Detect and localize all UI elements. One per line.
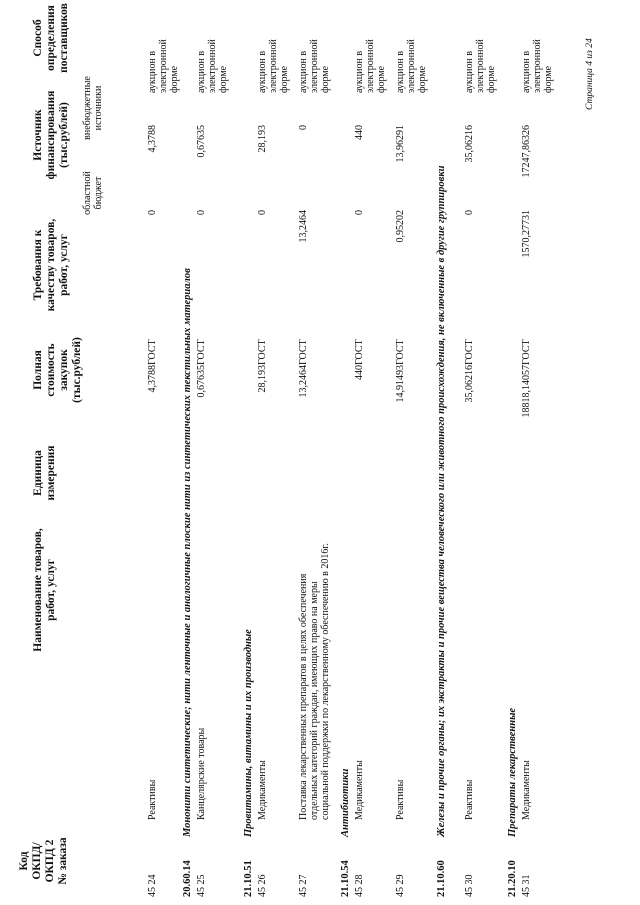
row-method: аукцион в электронной форме: [298, 39, 332, 93]
row-name: Реактивы: [395, 779, 406, 820]
row-quality: ГОСТ: [464, 339, 475, 365]
row-offbudget: 35,06216: [464, 125, 475, 163]
section-code: 21.10.51: [243, 860, 254, 897]
header-method: Способ определения поставщиков: [32, 3, 70, 73]
row-offbudget: 0,67635: [196, 125, 207, 158]
row-quality: ГОСТ: [196, 339, 207, 365]
row-quality: ГОСТ: [521, 339, 532, 365]
row-number: 45 24: [147, 874, 158, 897]
row-cost: 0,67635: [196, 365, 207, 398]
row-name: Медикаменты: [354, 760, 365, 820]
header-name: Наименование товаров, работ, услуг: [32, 528, 57, 652]
section-title: Мононити синтетические; нити ленточные и аналогичные плоские нити из синтетических текстильных материалов: [182, 268, 193, 837]
row-cost: 13,2464: [298, 365, 309, 398]
row-name: Канцелярские товары: [196, 727, 207, 820]
row-name: Поставка лекарственных препаратов в целях обеспечения отдельных категорий граждан, имеющих право на меры социальной поддержки по лекарственному обеспечению в 2016г.: [298, 543, 332, 820]
row-cost: 4,3788: [147, 365, 158, 393]
row-name: Медикаменты: [521, 760, 532, 820]
row-quality: ГОСТ: [147, 339, 158, 365]
row-quality: ГОСТ: [354, 339, 365, 365]
row-regional: 0: [464, 210, 475, 215]
section-code: 20.60.14: [182, 860, 193, 897]
row-name: Реактивы: [147, 779, 158, 820]
header-funding-offbudget: внебюджетные источники: [82, 76, 105, 140]
row-method: аукцион в электронной форме: [354, 39, 388, 93]
row-regional: 0: [257, 210, 268, 215]
row-method: аукцион в электронной форме: [147, 39, 181, 93]
row-number: 45 29: [395, 874, 406, 897]
row-method: аукцион в электронной форме: [257, 39, 291, 93]
row-quality: ГОСТ: [395, 339, 406, 365]
row-cost: 14,91493: [395, 365, 406, 403]
row-quality: ГОСТ: [298, 339, 309, 365]
section-title: Провитамины, витамины и их производные: [243, 629, 254, 837]
row-method: аукцион в электронной форме: [196, 39, 230, 93]
section-code: 21.10.54: [340, 860, 351, 897]
row-regional: 0: [196, 210, 207, 215]
row-number: 45 25: [196, 874, 207, 897]
row-regional: 0: [147, 210, 158, 215]
row-offbudget: 28,193: [257, 125, 268, 153]
header-cost: Полная стоимость закупок (тыс.рублей): [32, 337, 83, 403]
row-regional: 0,95202: [395, 210, 406, 243]
row-name: Реактивы: [464, 779, 475, 820]
section-title: Препараты лекарственные: [507, 707, 518, 837]
header-funding: Источник финансирования (тыс.рублей): [32, 90, 70, 180]
row-cost: 18818,14057: [521, 365, 532, 418]
section-code: 21.20.10: [507, 860, 518, 897]
header-funding-regional: областной бюджет: [82, 171, 105, 215]
header-quality: Требования к качеству товаров, работ, услуг: [32, 218, 70, 312]
section-title: Антибиотики: [340, 768, 351, 837]
row-offbudget: 440: [354, 125, 365, 140]
row-regional: 1570,27731: [521, 210, 532, 258]
row-offbudget: 17247,86326: [521, 125, 532, 178]
row-method: аукцион в электронной форме: [395, 39, 429, 93]
row-offbudget: 13,96291: [395, 125, 406, 163]
row-cost: 440: [354, 365, 365, 380]
section-title: Железы и прочие органы; их экстракты и прочие вещества человеческого или животного происхождения, не включенные в другие группировки: [436, 165, 447, 837]
row-regional: 13,2464: [298, 210, 309, 243]
header-code: Код ОКПД/ ОКПД 2 № заказа: [18, 837, 69, 885]
section-code: 21.10.60: [436, 860, 447, 897]
row-method: аукцион в электронной форме: [464, 39, 498, 93]
row-number: 45 31: [521, 874, 532, 897]
row-offbudget: 4,3788: [147, 125, 158, 153]
row-regional: 0: [354, 210, 365, 215]
row-number: 45 26: [257, 874, 268, 897]
row-cost: 35,06216: [464, 365, 475, 403]
row-name: Медикаменты: [257, 760, 268, 820]
row-method: аукцион в электронной форме: [521, 39, 555, 93]
row-quality: ГОСТ: [257, 339, 268, 365]
row-cost: 28,193: [257, 365, 268, 393]
header-unit: Единица измерения: [32, 445, 57, 501]
row-number: 45 27: [298, 874, 309, 897]
row-offbudget: 0: [298, 125, 309, 130]
page-number: Страница 4 из 24: [585, 38, 595, 110]
row-number: 45 30: [464, 874, 475, 897]
row-number: 45 28: [354, 874, 365, 897]
